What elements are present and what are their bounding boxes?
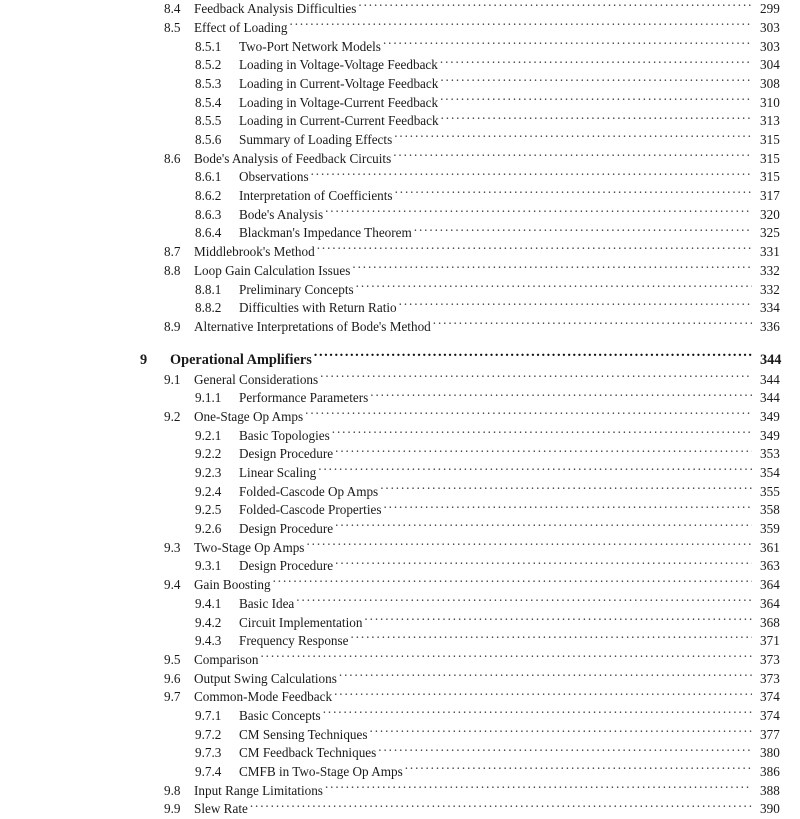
toc-entry-page-number: 368: [760, 614, 780, 630]
toc-entry-number: 8.5.1: [195, 38, 222, 54]
toc-entry-number: 9.7.2: [195, 726, 222, 742]
toc-entry-title: Folded-Cascode Op Amps: [239, 483, 379, 499]
toc-entry-number: 9.7.1: [195, 707, 222, 723]
toc-dot-leader: [305, 408, 752, 421]
toc-entry-number: 9.4.3: [195, 633, 222, 649]
toc-entry[interactable]: [0, 37, 800, 56]
toc-entry-title: Difficulties with Return Ratio: [239, 300, 397, 316]
toc-entry-page-number: 386: [760, 764, 780, 779]
toc-entry-page-number: 355: [760, 483, 780, 499]
toc-entry-page-number: 373: [760, 670, 780, 686]
toc-entry-page-number: 315: [760, 132, 780, 147]
toc-entry-number: 9.2.4: [195, 483, 222, 499]
toc-dot-leader: [440, 75, 752, 88]
toc-entry-title: Circuit Implementation: [239, 614, 363, 630]
toc-entry-title: Blackman's Impedance Theorem: [239, 225, 412, 241]
toc-dot-leader: [370, 725, 752, 738]
toc-entry-number: 9.7: [164, 689, 181, 705]
toc-entry-number: 9.9: [164, 801, 181, 817]
toc-dot-leader: [317, 243, 752, 256]
toc-entry-number: 8.6.3: [195, 206, 222, 222]
toc-entry-number: 9.3.1: [195, 558, 222, 574]
toc-entry-number: 8.5.4: [195, 94, 222, 110]
toc-dot-leader: [351, 632, 752, 645]
toc-entry-page-number: 364: [760, 595, 780, 611]
toc-entry[interactable]: [0, 131, 800, 150]
toc-entry[interactable]: [0, 782, 800, 801]
toc-entry-number: 9.1: [164, 371, 181, 387]
toc-entry-title: Observations: [239, 169, 309, 185]
toc-entry[interactable]: [0, 150, 800, 169]
toc-entry-title: Interpretation of Coefficients: [239, 188, 393, 204]
toc-entry-page-number: 304: [760, 57, 780, 73]
toc-entry-title: Design Procedure: [239, 558, 334, 574]
toc-entry[interactable]: [0, 464, 800, 483]
toc-entry[interactable]: [0, 688, 800, 707]
toc-entry[interactable]: [0, 318, 800, 337]
toc-entry-number: 8.6.1: [195, 169, 222, 185]
toc-entry-page-number: 349: [760, 408, 780, 424]
toc-entry-page-number: 331: [760, 244, 780, 260]
toc-entry-number: 9.4.1: [195, 595, 222, 611]
toc-entry-title: Slew Rate: [194, 801, 248, 817]
toc-entry-page-number: 374: [760, 707, 780, 723]
toc-dot-leader: [335, 557, 752, 570]
toc-dot-leader: [440, 56, 752, 69]
toc-entry[interactable]: [0, 707, 800, 726]
toc-entry-number: 9.2.3: [195, 465, 222, 480]
toc-entry-title: Gain Boosting: [194, 577, 271, 593]
toc-entry-page-number: 315: [760, 169, 780, 185]
toc-dot-leader: [325, 206, 752, 219]
toc-entry[interactable]: [0, 0, 800, 19]
toc-dot-leader: [339, 669, 752, 682]
toc-entry[interactable]: [0, 539, 800, 558]
toc-entry-number: 8.6.4: [195, 225, 222, 241]
toc-entry-page-number: 332: [760, 281, 780, 297]
toc-entry[interactable]: [0, 224, 800, 243]
toc-entry[interactable]: [0, 349, 800, 370]
toc-dot-leader: [296, 595, 752, 608]
toc-entry-number: 8.9: [164, 318, 181, 334]
toc-dot-leader: [318, 464, 752, 477]
toc-entry-number: 8.8: [164, 262, 181, 278]
toc-entry-number: 8.6.2: [195, 188, 222, 204]
toc-entry[interactable]: [0, 299, 800, 318]
toc-entry-page-number: 380: [760, 745, 780, 761]
toc-entry[interactable]: [0, 520, 800, 539]
toc-entry-title: Loading in Current-Current Feedback: [239, 113, 439, 129]
toc-dot-leader: [414, 224, 752, 237]
toc-entry-page-number: 315: [760, 150, 780, 166]
toc-entry[interactable]: [0, 112, 800, 131]
toc-entry-title: Frequency Response: [239, 633, 349, 649]
toc-entry-number: 8.8.1: [195, 281, 222, 297]
toc-entry-page-number: 308: [760, 75, 780, 91]
toc-entry-title: Basic Concepts: [239, 707, 321, 723]
toc-dot-leader: [250, 800, 752, 813]
toc-entry-page-number: 336: [760, 318, 780, 334]
toc-dot-leader: [433, 318, 752, 331]
toc-entry[interactable]: [0, 93, 800, 112]
toc-dot-leader: [323, 707, 752, 720]
toc-dot-leader: [352, 262, 752, 275]
toc-entry-title: Basic Topologies: [239, 427, 330, 443]
toc-entry[interactable]: [0, 632, 800, 651]
toc-entry-page-number: 353: [760, 446, 780, 462]
toc-entry-page-number: 377: [760, 726, 780, 742]
toc-entry-title: Loading in Voltage-Current Feedback: [239, 94, 439, 110]
toc-entry-title: Folded-Cascode Properties: [239, 502, 382, 518]
toc-entry[interactable]: [0, 280, 800, 299]
toc-dot-leader: [290, 19, 753, 32]
toc-dot-leader: [370, 389, 752, 402]
toc-entry-title: Two-Stage Op Amps: [194, 539, 305, 555]
toc-entry-page-number: 303: [760, 19, 780, 35]
toc-entry-title: Middlebrook's Method: [194, 244, 315, 260]
toc-dot-leader: [358, 0, 752, 13]
toc-entry[interactable]: [0, 19, 800, 38]
toc-entry-title: Bode's Analysis of Feedback Circuits: [194, 150, 392, 166]
toc-entry[interactable]: [0, 763, 800, 782]
toc-entry-page-number: 354: [760, 465, 780, 480]
toc-entry[interactable]: [0, 75, 800, 94]
toc-entry-number: 8.5.5: [195, 113, 222, 129]
toc-entry-page-number: 388: [760, 782, 780, 798]
toc-entry-title: Two-Port Network Models: [239, 38, 381, 54]
toc-entry-page-number: 317: [760, 188, 780, 204]
toc-entry[interactable]: [0, 243, 800, 262]
toc-dot-leader: [273, 576, 752, 589]
toc-dot-leader: [441, 112, 752, 125]
toc-entry-title: CMFB in Two-Stage Op Amps: [239, 764, 403, 779]
toc-entry-number: 9.4.2: [195, 614, 222, 630]
toc-dot-leader: [383, 37, 752, 50]
toc-entry-page-number: 299: [760, 1, 780, 17]
toc-dot-leader: [311, 168, 752, 181]
toc-entry-page-number: 313: [760, 113, 780, 129]
toc-entry-page-number: 371: [760, 633, 780, 649]
toc-entry-title: Basic Idea: [239, 595, 295, 611]
toc-entry-number: 8.5.2: [195, 57, 222, 73]
toc-entry-number: 9.2.1: [195, 427, 222, 443]
toc-entry-number: 8.5.6: [195, 132, 222, 147]
toc-entry[interactable]: [0, 389, 800, 408]
toc-entry-page-number: 363: [760, 558, 780, 574]
toc-entry-number: 9.1.1: [195, 390, 222, 406]
toc-entry[interactable]: [0, 445, 800, 464]
toc-entry-page-number: 320: [760, 206, 780, 222]
toc-entry-page-number: 364: [760, 577, 780, 593]
toc-entry-number: 9: [140, 351, 148, 368]
toc-entry-title: Output Swing Calculations: [194, 670, 337, 686]
toc-entry[interactable]: [0, 669, 800, 688]
toc-entry[interactable]: [0, 408, 800, 427]
toc-entry[interactable]: [0, 426, 800, 445]
toc-entry-page-number: 359: [760, 521, 780, 537]
toc-entry-number: 9.7.3: [195, 745, 222, 761]
toc-entry-number: 9.2.6: [195, 521, 222, 537]
toc-entry-title: Effect of Loading: [194, 19, 288, 35]
toc-dot-leader: [325, 782, 752, 795]
toc-entry-page-number: 334: [760, 300, 780, 316]
toc-entry[interactable]: [0, 370, 800, 389]
toc-entry[interactable]: [0, 744, 800, 763]
toc-entry-page-number: 344: [760, 371, 780, 387]
toc-entry-number: 9.3: [164, 539, 181, 555]
toc-entry-title: Loop Gain Calculation Issues: [194, 262, 351, 278]
toc-entry-number: 8.7: [164, 244, 181, 260]
toc-entry[interactable]: [0, 483, 800, 502]
toc-dot-leader: [394, 131, 752, 144]
toc-entry-title: Linear Scaling: [239, 465, 317, 480]
toc-entry[interactable]: [0, 501, 800, 520]
toc-entry-title: Design Procedure: [239, 521, 334, 537]
toc-entry[interactable]: [0, 613, 800, 632]
toc-entry[interactable]: [0, 595, 800, 614]
toc-entry-title: Performance Parameters: [239, 390, 369, 406]
toc-entry-number: 8.5: [164, 19, 181, 35]
toc-entry-page-number: 344: [760, 351, 782, 368]
toc-entry[interactable]: [0, 557, 800, 576]
toc-entry-page-number: 310: [760, 94, 780, 110]
toc-entry-title: Bode's Analysis: [239, 206, 324, 222]
toc-dot-leader: [405, 763, 752, 776]
toc-entry-number: 8.8.2: [195, 300, 222, 316]
toc-dot-leader: [383, 501, 752, 514]
toc-entry[interactable]: [0, 206, 800, 225]
toc-dot-leader: [335, 445, 752, 458]
toc-entry[interactable]: [0, 725, 800, 744]
toc-dot-leader: [332, 426, 752, 439]
toc-entry-title: Summary of Loading Effects: [239, 132, 393, 147]
toc-entry-title: Preliminary Concepts: [239, 281, 354, 297]
toc-dot-leader: [393, 150, 752, 163]
toc-dot-leader: [399, 299, 752, 312]
toc-entry-title: CM Sensing Techniques: [239, 726, 368, 742]
toc-entry-number: 8.5.3: [195, 75, 222, 91]
toc-entry-page-number: 332: [760, 262, 780, 278]
toc-entry-page-number: 325: [760, 225, 780, 241]
toc-entry-number: 9.2: [164, 408, 181, 424]
toc-entry[interactable]: [0, 800, 800, 819]
toc-dot-leader: [334, 688, 752, 701]
toc-dot-leader: [395, 187, 752, 200]
toc-dot-leader: [320, 370, 752, 383]
toc-dot-leader: [306, 539, 752, 552]
toc-entry-page-number: 373: [760, 651, 780, 667]
toc-entry-title: Alternative Interpretations of Bode's Method: [194, 318, 431, 334]
toc-dot-leader: [440, 93, 752, 106]
toc-entry-title: Design Procedure: [239, 446, 334, 462]
toc-entry-title: Loading in Current-Voltage Feedback: [239, 75, 439, 91]
toc-entry-page-number: 390: [760, 801, 780, 817]
toc-entry[interactable]: [0, 187, 800, 206]
toc-entry[interactable]: [0, 168, 800, 187]
toc-entry-title: Feedback Analysis Difficulties: [194, 1, 357, 17]
toc-entry[interactable]: [0, 262, 800, 281]
toc-entry-number: 8.6: [164, 150, 181, 166]
toc-entry-title: One-Stage Op Amps: [194, 408, 304, 424]
toc-entry-number: 9.6: [164, 670, 181, 686]
toc-entry-number: 8.4: [164, 1, 181, 17]
toc-entry-number: 9.4: [164, 577, 181, 593]
toc-entry-number: 9.5: [164, 651, 181, 667]
toc-entry-title: Common-Mode Feedback: [194, 689, 333, 705]
toc-entry[interactable]: [0, 651, 800, 670]
toc-dot-leader: [335, 520, 752, 533]
toc-entry[interactable]: [0, 56, 800, 75]
toc-entry-title: Input Range Limitations: [194, 782, 323, 798]
toc-dot-leader: [260, 651, 752, 664]
toc-entry-title: Loading in Voltage-Voltage Feedback: [239, 57, 438, 73]
toc-dot-leader: [378, 744, 752, 757]
toc-dot-leader: [314, 349, 752, 363]
toc-entry[interactable]: [0, 576, 800, 595]
toc-entry-page-number: 361: [760, 539, 780, 555]
toc-entry-title: CM Feedback Techniques: [239, 745, 377, 761]
toc-entry-number: 9.2.2: [195, 446, 222, 462]
toc-entry-title: General Considerations: [194, 371, 319, 387]
toc-entry-title: Comparison: [194, 651, 259, 667]
toc-entry-number: 9.8: [164, 782, 181, 798]
toc-entry-number: 9.2.5: [195, 502, 222, 518]
toc-entry-page-number: 344: [760, 390, 780, 406]
toc-dot-leader: [380, 483, 752, 496]
toc-dot-leader: [364, 613, 752, 626]
toc-dot-leader: [356, 280, 752, 293]
toc-entry-page-number: 349: [760, 427, 780, 443]
toc-entry-title: Operational Amplifiers: [170, 351, 312, 368]
toc-entry-number: 9.7.4: [195, 764, 222, 779]
toc-entry-page-number: 303: [760, 38, 780, 54]
toc-entry-page-number: 358: [760, 502, 780, 518]
toc-entry-page-number: 374: [760, 689, 780, 705]
